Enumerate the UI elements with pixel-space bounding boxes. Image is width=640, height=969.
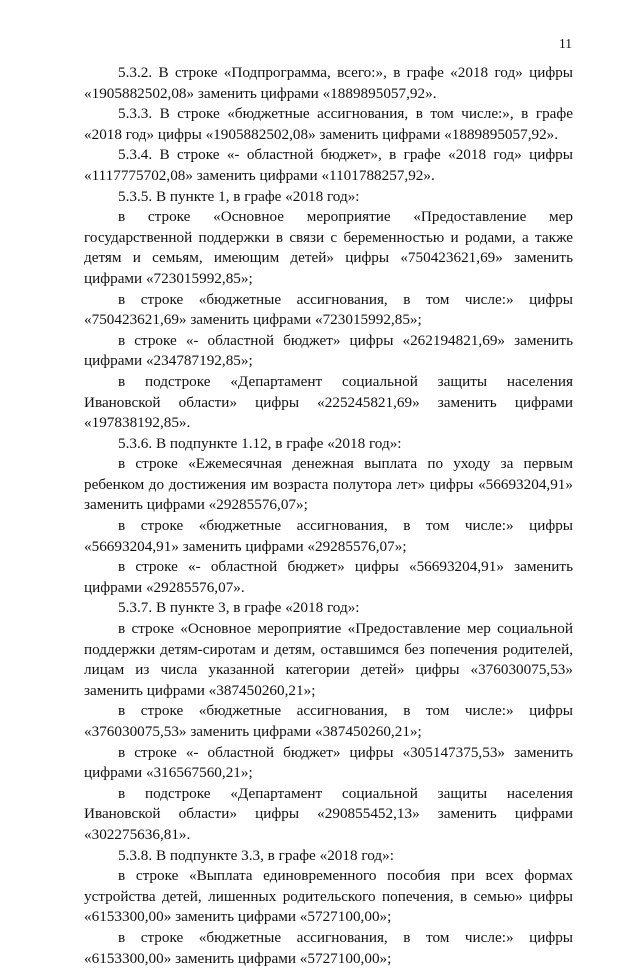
paragraph: в строке «бюджетные ассигнования, в том числе:» цифры «750423621,69» заменить цифрами «723015992,85»; bbox=[84, 290, 573, 329]
paragraph: в строке «Основное мероприятие «Предоставление мер социальной поддержки детям-сиротам и детям, оставшимся без попечения родителей, лицам из числа указанной категории детей» цифры «376030075,53» заменить цифрами «387450260,21»; bbox=[84, 620, 573, 699]
paragraph: в строке «бюджетные ассигнования, в том числе:» цифры «56693204,91» заменить цифрами «29285576,07»; bbox=[84, 517, 573, 555]
paragraph: в строке «Ежемесячная денежная выплата по уходу за первым ребенком до достижения им возраста полутора лет» цифры «56693204,91» заменить цифрами «29285576,07»; bbox=[84, 455, 573, 514]
paragraph: 5.3.2. В строке «Подпрограмма, всего:», в графе «2018 год» цифры «1905882502,08» заменить цифрами «1889895057,92». bbox=[84, 64, 573, 102]
paragraph: 5.3.3. В строке «бюджетные ассигнования, в том числе:», в графе «2018 год» цифры «1905882502,08» заменить цифрами «1889895057,92». bbox=[84, 105, 573, 143]
paragraph: 5.3.8. В подпункте 3.3, в графе «2018 год»: bbox=[118, 846, 394, 864]
paragraph: в строке «Выплата единовременного пособия при всех формах устройства детей, лишенных родительского попечения, в семью» цифры «6153300,00» заменить цифрами «5727100,00»; bbox=[84, 867, 573, 926]
paragraph: в строке «- областной бюджет» цифры «262194821,69» заменить цифрами «234787192,85»; bbox=[84, 331, 573, 370]
paragraph: в строке «Основное мероприятие «Предоставление мер государственной поддержки в связи с беременностью и родами, а также детям и семьям, имеющим детей» цифры «750423621,69» заменить цифрами «723015992,85»; bbox=[84, 208, 573, 287]
paragraph: в подстроке «Департамент социальной защиты населения Ивановской области» цифры «290855452,13» заменить цифрами «302275636,81». bbox=[84, 784, 573, 843]
document-body bbox=[84, 63, 573, 969]
paragraph: в подстроке «Департамент социальной защиты населения Ивановской области» цифры «225245821,69» заменить цифрами «197838192,85». bbox=[84, 372, 573, 432]
paragraph: 5.3.5. В пункте 1, в графе «2018 год»: bbox=[118, 187, 360, 205]
paragraph: в строке «- областной бюджет» цифры «56693204,91» заменить цифрами «29285576,07». bbox=[84, 558, 573, 596]
paragraph: в строке «- областной бюджет» цифры «305147375,53» заменить цифрами «316567560,21»; bbox=[84, 743, 573, 782]
paragraph: в строке «бюджетные ассигнования, в том числе:» цифры «376030075,53» заменить цифрами «387450260,21»; bbox=[84, 702, 573, 740]
page-number: 11 bbox=[559, 36, 572, 51]
paragraph: 5.3.4. В строке «- областной бюджет», в графе «2018 год» цифры «1117775702,08» заменить цифрами «1101788257,92». bbox=[84, 146, 573, 184]
paragraph: 5.3.7. В пункте 3, в графе «2018 год»: bbox=[118, 599, 360, 617]
paragraph: 5.3.6. В подпункте 1.12, в графе «2018 год»: bbox=[118, 434, 402, 452]
paragraph: в строке «бюджетные ассигнования, в том числе:» цифры «6153300,00» заменить цифрами «5727100,00»; bbox=[84, 928, 573, 967]
